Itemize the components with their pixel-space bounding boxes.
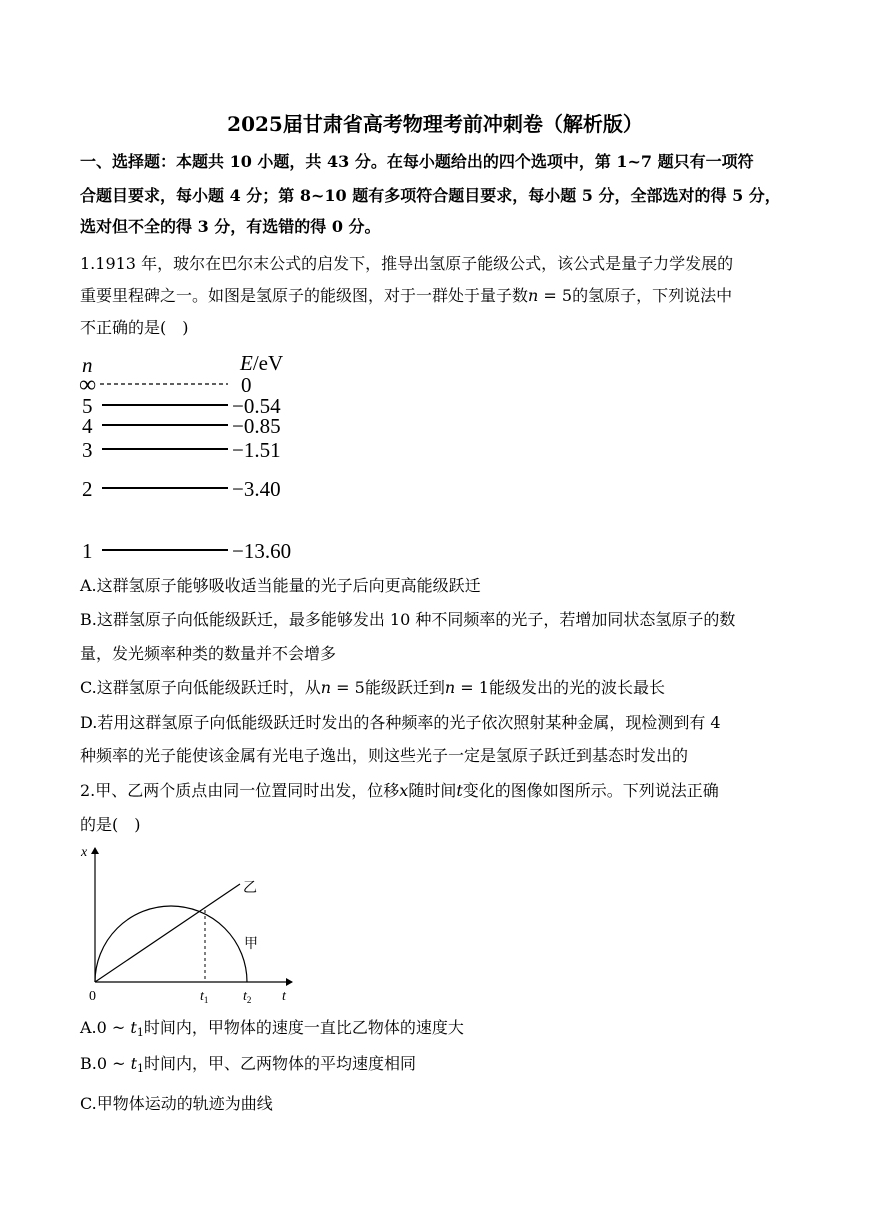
y-axis-label: x — [81, 845, 88, 860]
energy-level-value-label: −1.51 — [232, 438, 281, 462]
energy-axis-label: E/eV — [240, 351, 284, 375]
q1-stem-line-1: 1.1913 年，玻尔在巴尔末公式的启发下，推导出氢原子能级公式，该公式是量子力学发展的 — [80, 254, 734, 273]
section-instruction-line-2: 合题目要求，每小题 4 分；第 8~10 题有多项符合题目要求，每小题 5 分，全部选对的得 5 分， — [80, 186, 781, 205]
curve-jia — [95, 906, 247, 982]
q1-option-c: C.这群氢原子向低能级跃迁时，从n = 5能级跃迁到n = 1能级发出的光的波长最长 — [80, 678, 665, 697]
q1-stem-line-2: 重要里程碑之一。如图是氢原子的能级图，对于一群处于量子数n = 5的氢原子，下列说法中 — [80, 286, 733, 305]
q1-option-a: A.这群氢原子能够吸收适当能量的光子后向更高能级跃迁 — [80, 576, 481, 595]
section-instruction-line-1: 一、选择题：本题共 10 小题，共 43 分。在每小题给出的四个选项中，第 1~7 题只有一项符 — [80, 152, 754, 171]
energy-level-value-label: −3.40 — [232, 477, 281, 501]
energy-level-n-label: 5 — [82, 394, 93, 418]
line-yi — [95, 884, 240, 982]
energy-level-n-label: 4 — [82, 414, 93, 438]
energy-level-n-label: 1 — [82, 539, 93, 563]
energy-level-value-label: −0.54 — [232, 394, 281, 418]
x-axis-label: t — [282, 989, 286, 1004]
q1-option-d-line-2: 种频率的光子能使该金属有光电子逸出，则这些光子一定是氢原子跃迁到基态时发出的 — [80, 746, 689, 765]
energy-level-n-label: 2 — [82, 477, 93, 501]
q2-option-a: A.0 ~ $t_1$时间内，甲物体的速度一直比乙物体的速度大 — [80, 1018, 464, 1039]
q1-option-d-line-1: D.若用这群氢原子向低能级跃迁时发出的各种频率的光子依次照射某种金属，现检测到有 4 — [80, 713, 721, 732]
q2-option-b: B.0 ~ $t_1$时间内，甲、乙两物体的平均速度相同 — [80, 1054, 417, 1075]
q1-stem-line-3: 不正确的是( ) — [80, 318, 189, 337]
section-instruction-line-3: 选对但不全的得 3 分，有选错的得 0 分。 — [80, 217, 381, 236]
n-axis-label: n — [82, 353, 93, 377]
q1-option-b-line-2: 量，发光频率种类的数量并不会增多 — [80, 644, 337, 663]
t1-label: $t_1$ — [200, 989, 209, 1005]
q2-stem-line-2: 的是( ) — [80, 815, 141, 834]
displacement-time-graph — [80, 840, 300, 1010]
energy-level-value-label: −0.85 — [232, 414, 281, 438]
origin-label: 0 — [89, 989, 96, 1004]
label-yi: 乙 — [243, 880, 257, 896]
energy-level-diagram — [70, 348, 330, 570]
label-jia: 甲 — [244, 936, 258, 952]
energy-level-n-label: 3 — [82, 438, 93, 462]
energy-levels — [79, 372, 291, 563]
q1-option-b-line-1: B.这群氢原子向低能级跃迁，最多能够发出 10 种不同频率的光子，若增加同状态氢原子的数 — [80, 610, 736, 629]
page-title: 2025届甘肃省高考物理考前冲刺卷（解析版） — [227, 112, 643, 136]
energy-level-value-label: 0 — [241, 373, 252, 397]
q2-stem-line-1: 2.甲、乙两个质点由同一位置同时出发，位移x随时间t变化的图像如图所示。下列说法正确 — [80, 781, 719, 800]
q2-option-c: C.甲物体运动的轨迹为曲线 — [80, 1094, 273, 1113]
t2-label: $t_2$ — [243, 989, 252, 1005]
energy-level-n-label: ∞ — [79, 372, 97, 398]
energy-level-value-label: −13.60 — [232, 539, 292, 563]
